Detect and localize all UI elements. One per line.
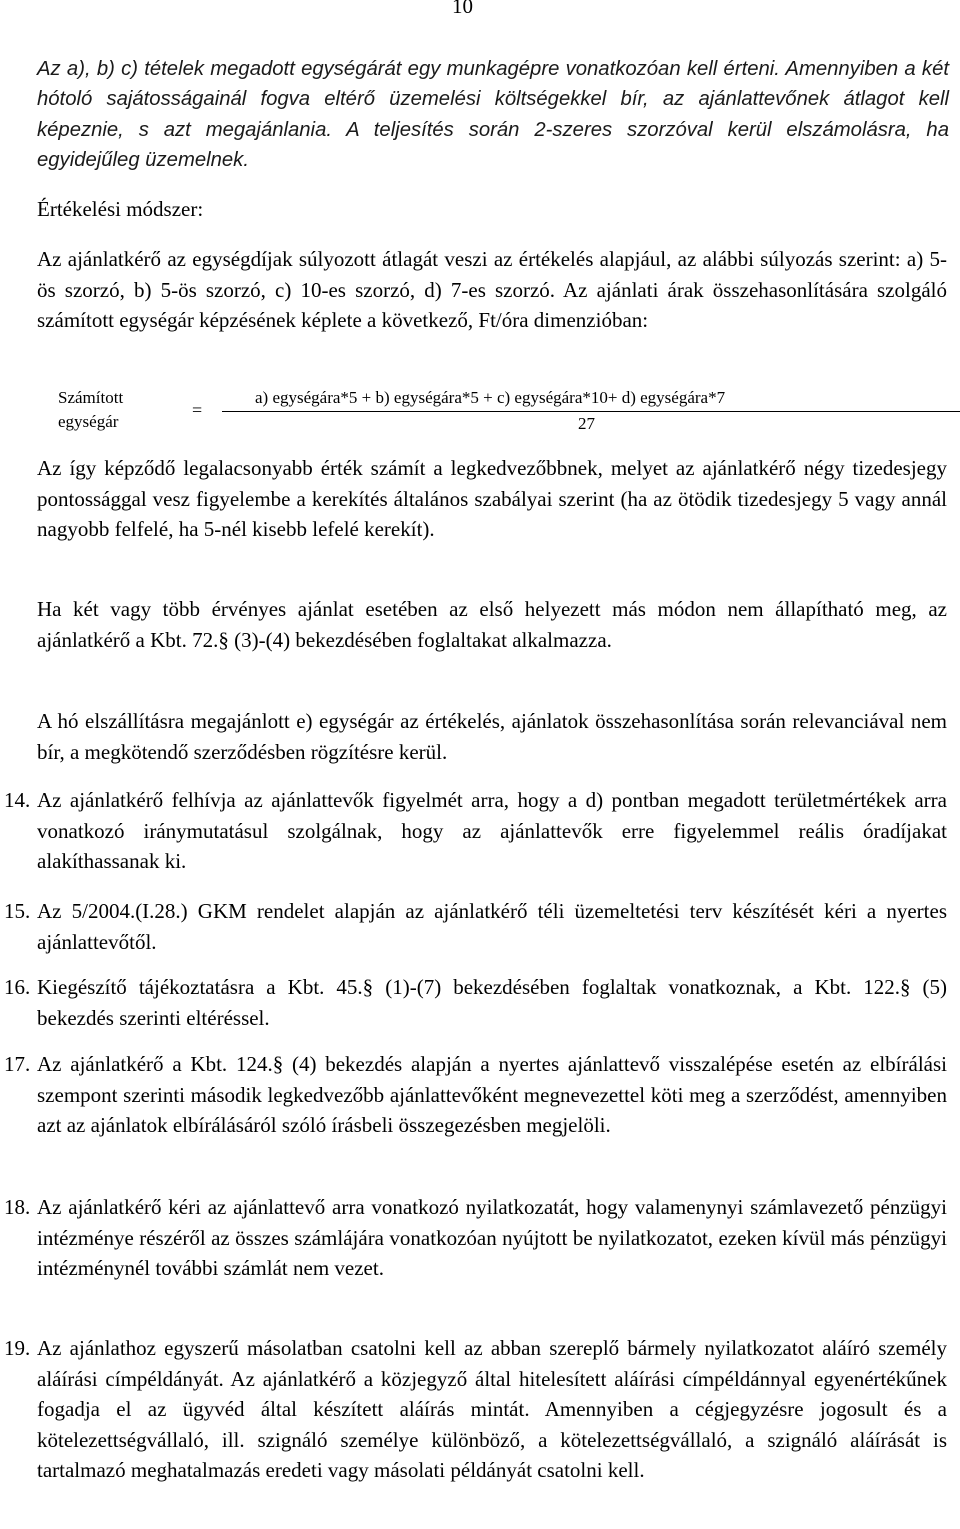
list-item-text: Az ajánlatkérő kéri az ajánlattevő arra vonatkozó nyilatkozatát, hogy valamenynyi számlavezető pénzügyi intézménye részéről az összes számlájára vonatkozóan nyújtott be nyilatkozatot, ezeken kívül más pénzügyi intézménynél további számlát nem vezet. — [37, 1195, 947, 1280]
list-item — [0, 896, 960, 957]
list-item-text: Kiegészítő tájékoztatásra a Kbt. 45.§ (1)-(7) bekezdésében foglaltak vonatkoznak, a Kbt. 122.§ (5) bekezdés szerinti eltéréssel. — [37, 975, 947, 1030]
list-item-number: 19. — [4, 1336, 31, 1360]
list-item-number: 18. — [4, 1195, 31, 1219]
tie-break-paragraph: Ha két vagy több érvényes ajánlat esetében az első helyezett más módon nem állapítható meg, az ajánlatkérő a Kbt. 72.§ (3)-(4) bekezdésében foglaltakat alkalmazza. — [37, 597, 947, 652]
fraction-bar — [222, 411, 960, 412]
list-item-number: 14. — [4, 788, 31, 812]
list-item-text: Az ajánlathoz egyszerű másolatban csatolni kell az abban szereplő bármely nyilatkozatot aláíró személy aláírási címpéldányát. Az ajánlatkérő a közjegyző által hitelesített aláírási címpéldánnyal egyenértékűnek fogadja el az ügyvéd által készített aláírás mintát. Amennyiben a cégjegyzésre jogosult és a kötelezettségvállaló, ill. szignáló személye különböző, a kötelezettségvállaló, a szignáló aláírását is tartalmazó meghatalmazás eredeti vagy másolati példányát csatolni kell. — [37, 1336, 947, 1482]
page-number: 10 — [452, 0, 473, 18]
price-formula — [0, 384, 960, 444]
list-item-number: 15. — [4, 899, 31, 923]
intro-italic-paragraph: Az a), b) c) tételek megadott egységárát egy munkagépre vonatkozóan kell érteni. Amennyiben a két hótoló sajátosságainál fogva eltérő üzemelési költségekkel bír, az ajánlattevőnek átlagot kell képeznie, s azt megajánlania. A teljesítés során 2-szeres szorzóval kerül elszámolásra, ha egyidejűleg üzemelnek. — [37, 58, 949, 171]
list-item-number: 16. — [4, 975, 31, 999]
formula-equals: = — [192, 400, 203, 420]
list-item — [0, 972, 960, 1033]
list-item — [0, 1333, 960, 1486]
list-item — [0, 1192, 960, 1284]
list-item — [0, 1049, 960, 1141]
evaluation-heading: Értékelési módszer: — [37, 197, 204, 221]
list-item-number: 17. — [4, 1052, 31, 1076]
list-item-text: Az ajánlatkérő felhívja az ajánlattevők figyelmét arra, hogy a d) pontban megadott területmértékek arra vonatkozó iránymutatásul szolgálnak, hogy az ajánlattevők erre figyelemmel reális óradíjakat alakíthassanak ki. — [37, 788, 947, 873]
list-item-text: Az 5/2004.(I.28.) GKM rendelet alapján az ajánlatkérő téli üzemeltetési terv készítését kéri a nyertes ajánlattevőtől. — [37, 899, 947, 954]
list-item-text: Az ajánlatkérő a Kbt. 124.§ (4) bekezdés alapján a nyertes ajánlattevő visszalépése esetén az elbírálási szempont szerinti második legkedvezőbb ajánlattevőként megnevezettel köti meg a szerződést, amennyiben azt az ajánlatok elbírálásáról szóló írásbeli összegezésben megjelöli. — [37, 1052, 947, 1137]
formula-denominator: 27 — [578, 414, 595, 433]
formula-numerator: a) egységára*5 + b) egységára*5 + c) egységára*10+ d) egységára*7 — [255, 388, 726, 407]
transport-paragraph: A hó elszállításra megajánlott e) egységár az értékelés, ajánlatok összehasonlítása során relevanciával nem bír, a megkötendő szerződésben rögzítésre kerül. — [37, 709, 947, 764]
list-item — [0, 785, 960, 877]
formula-lhs-line1: Számított — [58, 388, 124, 407]
evaluation-paragraph: Az ajánlatkérő az egységdíjak súlyozott átlagát veszi az értékelés alapjául, az alábbi súlyozás szerint: a) 5-ös szorzó, b) 5-ös szorzó, c) 10-es szorzó, d) 7-es szorzó. Az ajánlati árak összehasonlítására szolgáló számított egységár képzésének képlete a következő, Ft/óra dimenzióban: — [37, 247, 947, 332]
formula-lhs-line2: egységár — [58, 412, 119, 431]
lowest-value-paragraph: Az így képződő legalacsonyabb érték számít a legkedvezőbbnek, melyet az ajánlatkérő négy tizedesjegy pontossággal vesz figyelembe a kerekítés általános szabályai szerint (ha az ötödik tizedesjegy 5 vagy annál nagyobb felfelé, ha 5-nél kisebb lefelé kerekít). — [37, 456, 947, 541]
